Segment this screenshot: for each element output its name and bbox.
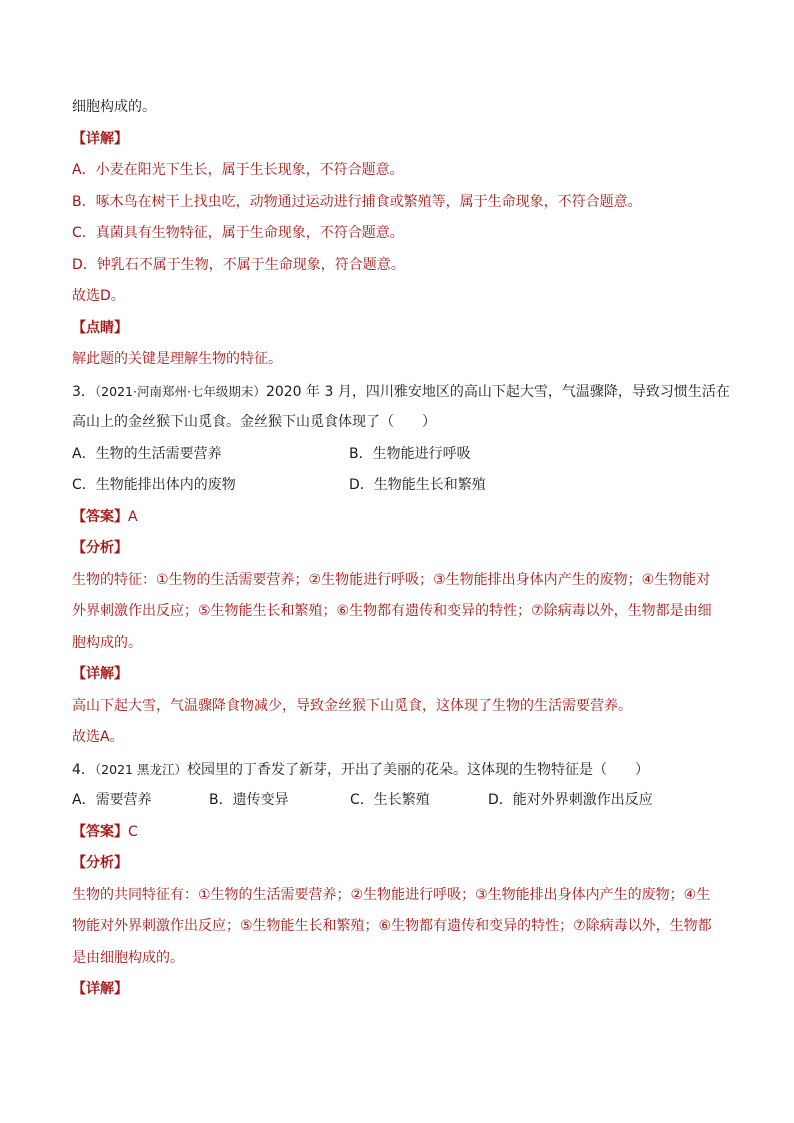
q2-detail-b: B．啄木鸟在树干上找虫吃，动物通过运动进行捕食或繁殖等，属于生命现象，不符合题意。 bbox=[72, 193, 642, 210]
q4-option-c: C．生长繁殖 bbox=[350, 792, 430, 808]
q3-analysis-label: 【分析】 bbox=[72, 540, 128, 556]
q3-stem-text1: 2020 年 3 月，四川雅安地区的高山下起大雪，气温骤降，导致习惯生活在 bbox=[265, 383, 730, 400]
q2-point: 解此题的关键是理解生物的特征。 bbox=[72, 351, 282, 367]
q3-source: （2021·河南郑州·七年级期末） bbox=[94, 383, 266, 399]
q4-source: （2021 黑龙江） bbox=[94, 761, 187, 777]
q3-option-b: B．生物能进行呼吸 bbox=[349, 445, 471, 462]
q4-analysis-label: 【分析】 bbox=[72, 855, 128, 871]
q2-detail-d: D．钟乳石不属于生物，不属于生命现象，符合题意。 bbox=[72, 256, 405, 273]
q3-answer-label: 【答案】 bbox=[72, 508, 128, 525]
q3-options-row1 bbox=[72, 439, 732, 471]
q4-detail-label: 【详解】 bbox=[72, 981, 128, 997]
q4-analysis-line1: 生物的共同特征有：①生物的生活需要营养；②生物能进行呼吸；③生物能排出身体内产生的废物；④生 bbox=[72, 886, 711, 903]
q4-stem-text: 校园里的丁香发了新芽，开出了美丽的花朵。这体现的生物特征是（ ） bbox=[186, 761, 649, 778]
q3-option-a: A．生物的生活需要营养 bbox=[72, 445, 222, 462]
q3-options-row2 bbox=[72, 470, 732, 502]
document-page bbox=[72, 92, 732, 1006]
q4-analysis-line2: 物能对外界刺激作出反应；⑤生物能生长和繁殖；⑥生物都有遗传和变异的特性；⑦除病毒以外，生物都 bbox=[72, 918, 712, 934]
q4-answer-label: 【答案】 bbox=[72, 823, 128, 840]
q3-stem-line2: 高山上的金丝猴下山觅食。金丝猴下山觅食体现了（ ） bbox=[72, 414, 436, 430]
q3-answer bbox=[72, 502, 732, 534]
q3-number: 3． bbox=[72, 383, 95, 400]
q4-answer-value: C bbox=[128, 823, 138, 840]
q3-analysis-line2: 外界刺激作出反应；⑤生物能生长和繁殖；⑥生物都有遗传和变异的特性；⑦除病毒以外，生物都是由细 bbox=[72, 603, 712, 619]
q3-detail-label: 【详解】 bbox=[72, 666, 128, 682]
q3-choose: 故选A。 bbox=[72, 729, 124, 745]
q3-analysis-line3: 胞构成的。 bbox=[72, 634, 142, 651]
q3-option-d: D．生物能生长和繁殖 bbox=[349, 477, 486, 493]
q2-point-label: 【点睛】 bbox=[72, 319, 128, 336]
q4-answer bbox=[72, 817, 732, 849]
q4-options-row bbox=[72, 785, 732, 817]
q4-option-a: A．需要营养 bbox=[72, 792, 152, 808]
q2-choose: 故选D。 bbox=[72, 288, 125, 304]
q4-number: 4． bbox=[72, 761, 95, 778]
q3-option-c: C．生物能排出体内的废物 bbox=[72, 477, 236, 493]
q2-detail-c: C．真菌具有生物特征，属于生命现象，不符合题意。 bbox=[72, 225, 404, 241]
q4-stem bbox=[72, 754, 732, 786]
q3-stem-line1 bbox=[72, 376, 732, 408]
q3-answer-value: A bbox=[128, 508, 138, 525]
q3-detail: 高山下起大雪，气温骤降食物减少，导致金丝猴下山觅食，这体现了生物的生活需要营养。 bbox=[72, 697, 632, 714]
q3-analysis-line1: 生物的特征：①生物的生活需要营养；②生物能进行呼吸；③生物能排出身体内产生的废物；④生物能对 bbox=[72, 571, 711, 588]
q2-continuation: 细胞构成的。 bbox=[72, 99, 156, 115]
q2-detail-a: A．小麦在阳光下生长，属于生长现象，不符合题意。 bbox=[72, 162, 404, 178]
q4-option-b: B．遗传变异 bbox=[209, 792, 289, 808]
q2-detail-label: 【详解】 bbox=[72, 130, 128, 147]
q4-analysis-line3: 是由细胞构成的。 bbox=[72, 949, 184, 966]
q4-option-d: D．能对外界刺激作出反应 bbox=[488, 792, 653, 808]
